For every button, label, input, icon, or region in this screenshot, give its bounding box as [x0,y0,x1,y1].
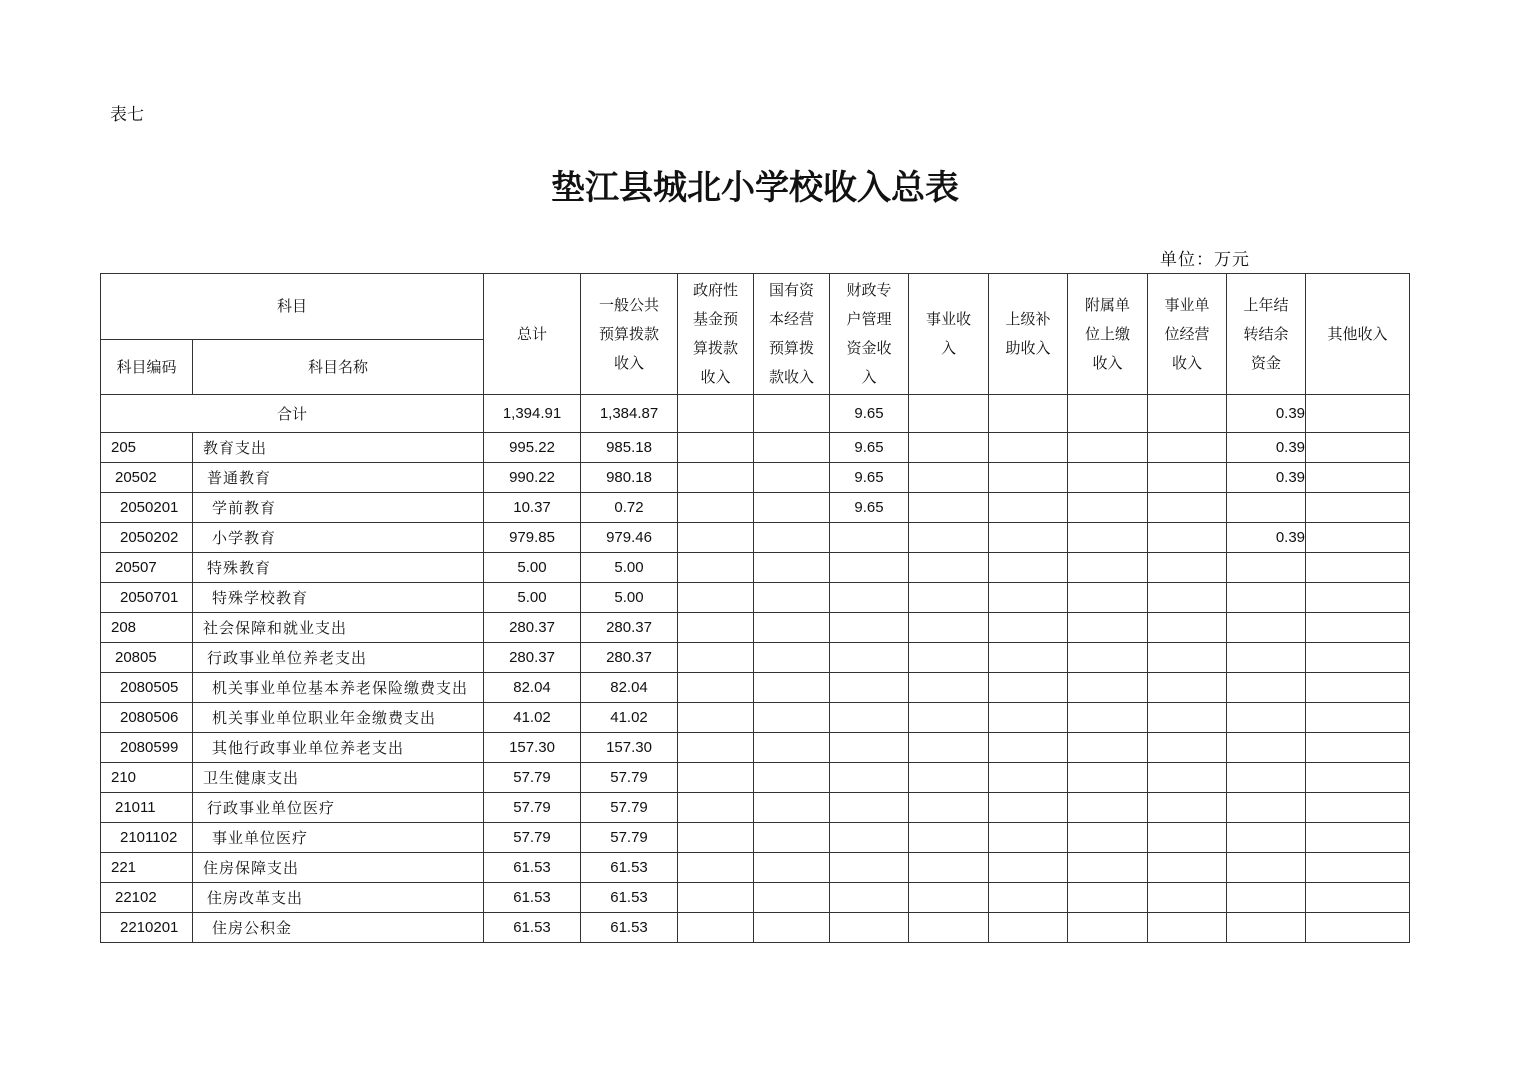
row-name: 事业单位医疗 [193,823,484,853]
header-business: 事业收入 [909,274,989,395]
unit-label: 单位：万元 [1160,250,1250,270]
row-code: 2050202 [101,523,193,553]
row-code: 2050701 [101,583,193,613]
row-total: 280.37 [484,643,581,673]
row-general-budget: 57.79 [581,793,678,823]
row-total: 61.53 [484,853,581,883]
row-name: 特殊学校教育 [193,583,484,613]
row-name: 机关事业单位基本养老保险缴费支出 [193,673,484,703]
row-fiscal-special [830,523,909,553]
total-fiscal-special: 9.65 [830,395,909,433]
row-code: 21011 [101,793,193,823]
row-general-budget: 985.18 [581,433,678,463]
row-total: 61.53 [484,883,581,913]
income-summary-table [100,273,1410,943]
header-subject-code: 科目编码 [101,340,193,395]
row-name: 机关事业单位职业年金缴费支出 [193,703,484,733]
row-general-budget: 979.46 [581,523,678,553]
row-code: 22102 [101,883,193,913]
total-label: 合计 [101,395,484,433]
row-name: 行政事业单位医疗 [193,793,484,823]
row-name: 行政事业单位养老支出 [193,643,484,673]
row-name: 卫生健康支出 [193,763,484,793]
row-general-budget: 280.37 [581,613,678,643]
row-general-budget: 61.53 [581,913,678,943]
row-fiscal-special: 9.65 [830,493,909,523]
table-row [101,553,1410,583]
header-general-budget: 一般公共预算拨款收入 [581,274,678,395]
row-name: 普通教育 [193,463,484,493]
row-fiscal-special: 9.65 [830,433,909,463]
row-name: 教育支出 [193,433,484,463]
table-number-label: 表七 [110,105,144,125]
total-affiliated [1068,395,1148,433]
table-row [101,523,1410,553]
table-row [101,763,1410,793]
row-name: 其他行政事业单位养老支出 [193,733,484,763]
row-fiscal-special: 9.65 [830,463,909,493]
row-code: 205 [101,433,193,463]
row-total: 157.30 [484,733,581,763]
header-superior-subsidy: 上级补助收入 [989,274,1068,395]
row-general-budget: 61.53 [581,853,678,883]
row-total: 990.22 [484,463,581,493]
table-row [101,793,1410,823]
row-carryover: 0.39 [1227,433,1306,463]
table-row [101,613,1410,643]
row-name: 住房公积金 [193,913,484,943]
row-general-budget: 280.37 [581,643,678,673]
row-general-budget: 157.30 [581,733,678,763]
row-general-budget: 5.00 [581,583,678,613]
table-row [101,643,1410,673]
row-total: 5.00 [484,553,581,583]
row-code: 2080506 [101,703,193,733]
row-code: 20502 [101,463,193,493]
header-other: 其他收入 [1306,274,1410,395]
header-total: 总计 [484,274,581,395]
row-code: 221 [101,853,193,883]
row-general-budget: 57.79 [581,763,678,793]
table-row [101,703,1410,733]
row-total: 82.04 [484,673,581,703]
row-total: 995.22 [484,433,581,463]
row-general-budget: 41.02 [581,703,678,733]
header-affiliated: 附属单位上缴收入 [1068,274,1148,395]
header-state-capital: 国有资本经营预算拨款收入 [754,274,830,395]
row-carryover: 0.39 [1227,463,1306,493]
row-code: 208 [101,613,193,643]
row-general-budget: 57.79 [581,823,678,853]
table-row [101,853,1410,883]
header-subject: 科目 [101,274,484,340]
table-row [101,463,1410,493]
row-total: 979.85 [484,523,581,553]
header-fiscal-special: 财政专户管理资金收入 [830,274,909,395]
header-row-1 [101,274,1410,340]
row-total: 57.79 [484,763,581,793]
table-row [101,733,1410,763]
total-gov-fund [678,395,754,433]
row-general-budget: 0.72 [581,493,678,523]
page-title: 垫江县城北小学校收入总表 [551,168,959,208]
total-carryover: 0.39 [1227,395,1306,433]
row-code: 2050201 [101,493,193,523]
table-row [101,583,1410,613]
row-code: 20805 [101,643,193,673]
row-name: 特殊教育 [193,553,484,583]
row-general-budget: 61.53 [581,883,678,913]
header-gov-fund: 政府性基金预算拨款收入 [678,274,754,395]
row-total: 41.02 [484,703,581,733]
table-row [101,883,1410,913]
row-code: 2080505 [101,673,193,703]
row-general-budget: 5.00 [581,553,678,583]
header-carryover: 上年结转结余资金 [1227,274,1306,395]
total-general-budget: 1,384.87 [581,395,678,433]
total-row [101,395,1410,433]
table-row [101,673,1410,703]
row-code: 2101102 [101,823,193,853]
row-total: 10.37 [484,493,581,523]
header-operating: 事业单位经营收入 [1148,274,1227,395]
row-name: 住房改革支出 [193,883,484,913]
total-other [1306,395,1410,433]
total-state-capital [754,395,830,433]
row-name: 住房保障支出 [193,853,484,883]
row-name: 社会保障和就业支出 [193,613,484,643]
row-total: 61.53 [484,913,581,943]
row-total: 57.79 [484,823,581,853]
total-operating [1148,395,1227,433]
row-code: 20507 [101,553,193,583]
total-amount: 1,394.91 [484,395,581,433]
row-general-budget: 82.04 [581,673,678,703]
row-name: 小学教育 [193,523,484,553]
table-row [101,913,1410,943]
row-carryover [1227,493,1306,523]
row-total: 5.00 [484,583,581,613]
table-row [101,433,1410,463]
total-business [909,395,989,433]
total-superior-subsidy [989,395,1068,433]
row-total: 280.37 [484,613,581,643]
table-row [101,493,1410,523]
table-row [101,823,1410,853]
row-general-budget: 980.18 [581,463,678,493]
row-code: 210 [101,763,193,793]
row-code: 2080599 [101,733,193,763]
row-carryover: 0.39 [1227,523,1306,553]
row-code: 2210201 [101,913,193,943]
header-subject-name: 科目名称 [193,340,484,395]
row-name: 学前教育 [193,493,484,523]
row-total: 57.79 [484,793,581,823]
